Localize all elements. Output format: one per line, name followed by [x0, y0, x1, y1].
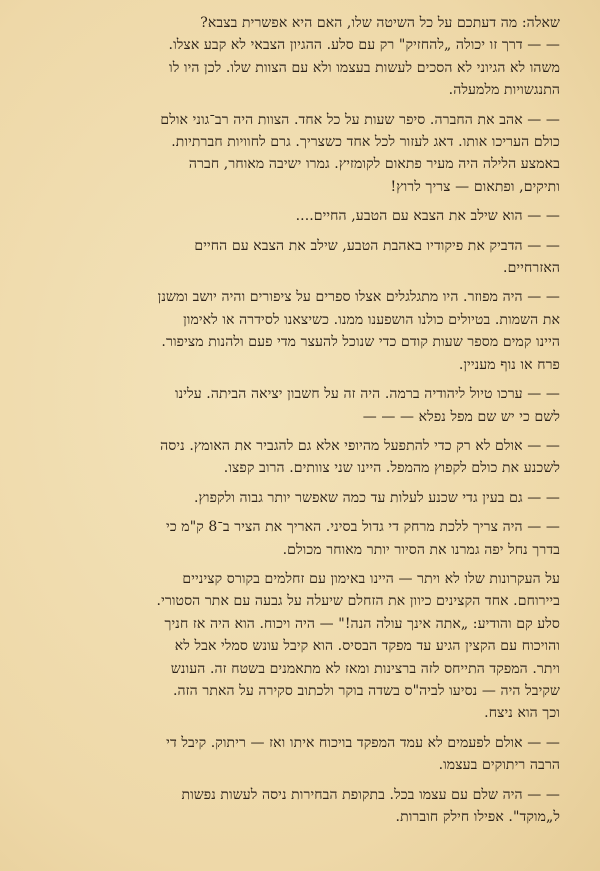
text-line: לשם כי יש שם מפל נפלא — — — [362, 408, 560, 425]
paragraph [38, 12, 560, 102]
text-line: הרבה ריתוקים בעצמו. [438, 757, 560, 774]
paragraph [38, 109, 560, 199]
text-line: — — הוא שילב את הצבא עם הטבע, החיים.... [295, 208, 560, 225]
text-line: והויכוח עם הקצין הגיע עד מפקד הבסיס. הוא קיבל עונש סמלי אבל לא [174, 638, 560, 655]
text-line: — — היה מפוזר. היו מתגלגלים אצלו ספרים על ציפורים והיה יושב ומשנן [157, 289, 560, 306]
text-line: — — אהב את החברה. סיפר שעות על כל אחד. הצוות היה רב־גוני אולם [160, 111, 560, 128]
paragraph [38, 205, 560, 227]
text-line: את השמות. בטיולים כולנו הושפענו ממנו. כשיצאנו לסידרה או לאימון [183, 311, 560, 328]
paragraph [38, 568, 560, 725]
paragraph [38, 516, 560, 561]
text-line: ותיקים, ופתאום — צריך לרוץ! [390, 178, 560, 195]
text-line: משהו לא הגיוני לא הסכים לעשות בעצמו ולא עם הצוות שלו. לכן היו לו [169, 59, 560, 76]
text-line: — — ערכו טיול ליהודיה ברמה. היה זה על חשבון יציאה הביתה. עלינו [174, 386, 560, 403]
text-line: — — אולם לא רק כדי להתפעל מהיופי אלא גם להגביר את האומץ. ניסה [160, 437, 560, 454]
text-line: לשכנע את כולם לקפוץ מהמפל. היינו שני צוותים. הרוב קפצו. [223, 460, 560, 477]
paragraph [38, 487, 560, 509]
text-line: ל„מוקד". אפילו חילק חוברות. [395, 809, 560, 825]
text-line: פרח או נוף מעניין. [458, 356, 560, 373]
text-line: — — דרך זו יכולה „להחזיק" רק עם סלע. ההגיון הצבאי לא קבע אצלו. [168, 37, 560, 54]
text-line: על העקרונות שלו לא ויתר — היינו באימון עם זחלמים בקורס קציניים [182, 570, 560, 587]
text-line: — — היה שלם עם עצמו בכל. בתקופת הבחירות ניסה לעשות נפשות [181, 786, 560, 803]
paragraph [38, 784, 560, 829]
text-line: התנגשויות מלמעלה. [448, 82, 560, 99]
text-line: בדרך נחל יפה גמרנו את הסיור יותר מאוחר מכולם. [282, 541, 560, 558]
paragraph [38, 235, 560, 280]
text-line: — — הדביק את פיקודיו באהבת הטבע, שילב את הצבא עם החיים [194, 237, 560, 254]
text-line: שקיבל היה — נסיעו לביה"ס בשדה בוקר ולכתוב סקירה על האתר הזה. [172, 682, 560, 699]
paragraph [38, 732, 560, 777]
text-line: היינו קמים מספר שעות קודם כדי שנוכל להעצר מדי פעם ולהנות מציפור. [161, 334, 560, 351]
text-line: שאלה: מה דעתכם על כל השיטה שלו, האם היא אפשרית בצבא? [200, 15, 560, 31]
paragraph [38, 286, 560, 376]
text-line: — — היה צריך ללכת מרחק די גדול בסיני. האריך את הציר ב־8 ק"מ כי [166, 519, 560, 536]
text-line: האזרחיים. [503, 260, 560, 277]
text-line: כולם העריכו אותו. דאג לעזור לכל אחד כשצריך. גרם לחוויות חברתיות. [171, 134, 560, 151]
paragraph [38, 435, 560, 480]
paragraph [38, 383, 560, 428]
text-line: באמצע הלילה היה מעיר פתאום לקומזיץ. גמרו ישיבה מאוחר, חברה [188, 156, 560, 173]
text-line: ביירוחם. אחד הקצינים כיוון את הזחלם שיעלה על גבעה עם אתר הסטורי. [156, 593, 560, 610]
text-line: ויתר. המפקד התייחס לזה ברצינות ומאז לא מתאמנים בשטח זה. העונש [170, 660, 560, 677]
text-line: וכך הוא ניצח. [484, 705, 560, 722]
text-line: — — גם בעין גדי שכנע לעלות עד כמה שאפשר יותר גבוה ולקפוץ. [193, 489, 560, 506]
text-line: סלע קם והודיע: „אתה אינך עולה הנה!" — היה ויכוח. הוא היה אז חניך [164, 615, 560, 632]
text-line: — — אולם לפעמים לא עמד המפקד בויכוח איתו ואז — ריתוק. קיבל די [166, 734, 560, 751]
